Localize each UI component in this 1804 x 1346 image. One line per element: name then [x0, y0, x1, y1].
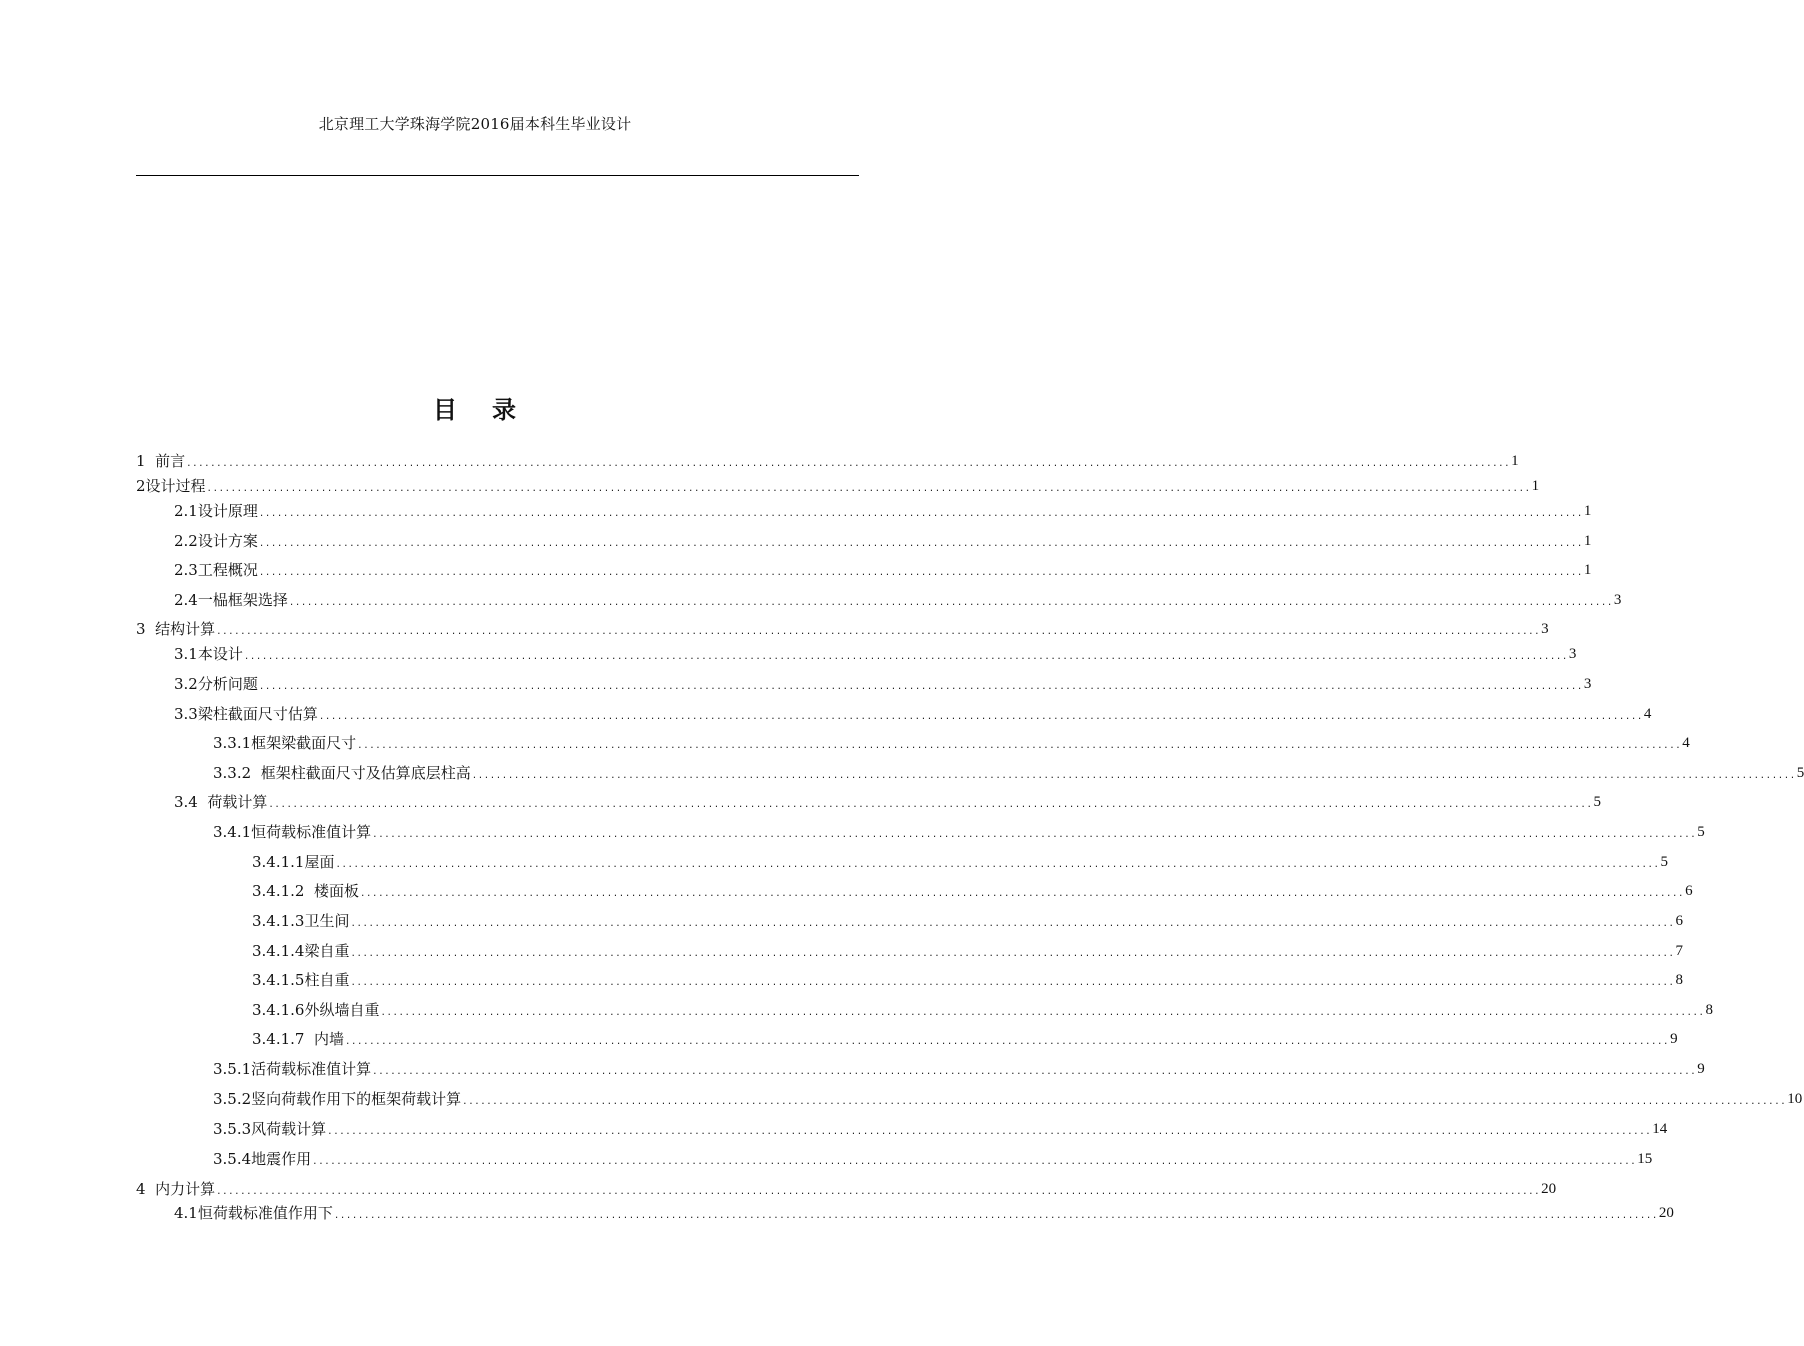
- toc-entry-label: 3.4.1.5柱自重: [252, 971, 350, 989]
- toc-entry-label: 2.3工程概况: [174, 561, 258, 579]
- toc-dot-leader: ............................................................................................................................................................................................................................: [206, 484, 1531, 494]
- toc-entry-page-number: 1: [1583, 533, 1592, 549]
- toc-entry-page-number: 7: [1675, 943, 1684, 959]
- toc-entry-page-number: 1: [1583, 562, 1592, 578]
- page-header: 北京理工大学珠海学院2016届本科生毕业设计: [318, 115, 632, 133]
- toc-entry-label: 3.2分析问题: [174, 675, 258, 693]
- toc-dot-leader: ............................................................................................................................................................................................................................: [186, 459, 1511, 469]
- toc-entry[interactable]: [136, 704, 1652, 724]
- toc-dot-leader: ............................................................................................................................................................................................................................: [216, 1187, 1541, 1197]
- toc-entry[interactable]: [136, 644, 1577, 664]
- toc-entry-label: 3.1本设计: [174, 645, 243, 663]
- toc-dot-leader: ............................................................................................................................................................................................................................: [288, 598, 1613, 608]
- toc-entry-page-number: 3: [1568, 646, 1577, 662]
- toc-dot-leader: ............................................................................................................................................................................................................................: [471, 771, 1796, 781]
- toc-entry[interactable]: [136, 476, 1540, 496]
- toc-entry-page-number: 10: [1787, 1091, 1803, 1107]
- toc-entry[interactable]: [136, 674, 1592, 694]
- toc-dot-leader: ............................................................................................................................................................................................................................: [350, 949, 1675, 959]
- toc-entry-page-number: 5: [1593, 794, 1601, 810]
- toc-entry-label: 3.5.3风荷载计算: [213, 1120, 327, 1138]
- toc-dot-leader: ............................................................................................................................................................................................................................: [357, 741, 1682, 751]
- toc-entry-label: 3.4.1.3卫生间: [252, 912, 350, 930]
- toc-entry[interactable]: [136, 911, 1684, 931]
- toc-entry-label: 2.1设计原理: [174, 502, 258, 520]
- toc-entry[interactable]: [136, 1029, 1678, 1049]
- toc-entry-label: 3.4.1.7 内墙: [252, 1030, 345, 1048]
- header-rule: [136, 175, 859, 176]
- toc-entry[interactable]: [136, 590, 1622, 610]
- toc-dot-leader: ............................................................................................................................................................................................................................: [327, 1127, 1652, 1137]
- toc-dot-leader: ............................................................................................................................................................................................................................: [333, 1211, 1658, 1221]
- toc-entry[interactable]: [136, 501, 1592, 521]
- toc-entry-label: 3.4.1.2 楼面板: [252, 882, 360, 900]
- toc-entry-page-number: 1: [1531, 478, 1540, 494]
- toc-dot-leader: ............................................................................................................................................................................................................................: [318, 712, 1643, 722]
- toc-entry-label: 3.3梁柱截面尺寸估算: [174, 705, 318, 723]
- toc-entry-page-number: 20: [1658, 1205, 1674, 1221]
- toc-entry-page-number: 1: [1583, 503, 1592, 519]
- toc-entry[interactable]: [136, 531, 1592, 551]
- toc-entry-label: 3.4.1.4梁自重: [252, 942, 350, 960]
- toc-dot-leader: ............................................................................................................................................................................................................................: [258, 568, 1583, 578]
- toc-entry[interactable]: [136, 1149, 1653, 1169]
- toc-dot-leader: ............................................................................................................................................................................................................................: [243, 652, 1568, 662]
- toc-entry-label: 3.4.1.1屋面: [252, 853, 335, 871]
- toc-dot-leader: ............................................................................................................................................................................................................................: [345, 1037, 1670, 1047]
- toc-title-left: 目: [433, 395, 458, 424]
- toc-dot-leader: ............................................................................................................................................................................................................................: [268, 800, 1593, 810]
- toc-entry-label: 3.4.1恒荷载标准值计算: [213, 823, 372, 841]
- toc-title-right: 录: [492, 395, 517, 424]
- toc-entry-page-number: 6: [1685, 883, 1693, 899]
- toc-entry-label: 4.1恒荷载标准值作用下: [174, 1204, 333, 1222]
- toc-entry-label: 2设计过程: [136, 477, 206, 495]
- toc-entry-page-number: 3: [1541, 621, 1549, 637]
- toc-entry-label: 3.3.1框架梁截面尺寸: [213, 734, 357, 752]
- toc-entry[interactable]: [136, 1203, 1674, 1223]
- toc-entry[interactable]: [136, 763, 1804, 783]
- toc-dot-leader: ............................................................................................................................................................................................................................: [360, 889, 1685, 899]
- toc-entry-label: 1 前言: [136, 452, 186, 470]
- toc-dot-leader: ............................................................................................................................................................................................................................: [372, 830, 1697, 840]
- toc-dot-leader: ............................................................................................................................................................................................................................: [350, 978, 1675, 988]
- toc-dot-leader: ............................................................................................................................................................................................................................: [312, 1157, 1637, 1167]
- toc-entry[interactable]: [136, 792, 1601, 812]
- toc-entry-page-number: 1: [1511, 453, 1519, 469]
- toc-dot-leader: ............................................................................................................................................................................................................................: [335, 860, 1660, 870]
- toc-entry-page-number: 9: [1670, 1031, 1678, 1047]
- toc-entry[interactable]: [136, 881, 1693, 901]
- toc-entry[interactable]: [136, 970, 1684, 990]
- toc-entry-page-number: 5: [1660, 854, 1669, 870]
- toc-dot-leader: ............................................................................................................................................................................................................................: [258, 539, 1583, 549]
- toc-entry-page-number: 8: [1675, 972, 1684, 988]
- toc-entry[interactable]: [136, 941, 1684, 961]
- toc-entry[interactable]: [136, 822, 1705, 842]
- toc-entry[interactable]: [136, 1059, 1705, 1079]
- toc-entry[interactable]: [136, 1179, 1557, 1199]
- toc-dot-leader: ............................................................................................................................................................................................................................: [258, 509, 1583, 519]
- toc-entry[interactable]: [136, 1089, 1803, 1109]
- toc-entry-label: 4 内力计算: [136, 1180, 216, 1198]
- toc-dot-leader: ............................................................................................................................................................................................................................: [216, 627, 1541, 637]
- toc-entry-page-number: 15: [1637, 1151, 1653, 1167]
- toc-dot-leader: ............................................................................................................................................................................................................................: [258, 682, 1583, 692]
- toc-entry[interactable]: [136, 852, 1669, 872]
- toc-entry[interactable]: [136, 560, 1592, 580]
- toc-entry-label: 3 结构计算: [136, 620, 216, 638]
- toc-entry-page-number: 5: [1796, 765, 1804, 781]
- toc-entry-label: 3.4.1.6外纵墙自重: [252, 1001, 380, 1019]
- toc-entry-page-number: 9: [1697, 1061, 1705, 1077]
- toc-entry-page-number: 3: [1613, 592, 1622, 608]
- toc-entry-label: 3.3.2 框架柱截面尺寸及估算底层柱高: [213, 764, 471, 782]
- toc-entry-page-number: 8: [1705, 1002, 1714, 1018]
- toc-entry[interactable]: [136, 1000, 1714, 1020]
- toc-title: [0, 390, 950, 425]
- toc-entry[interactable]: [136, 733, 1690, 753]
- toc-entry[interactable]: [136, 451, 1519, 471]
- toc-entry[interactable]: [136, 619, 1549, 639]
- toc-entry[interactable]: [136, 1119, 1668, 1139]
- toc-entry-page-number: 20: [1541, 1181, 1557, 1197]
- toc-entry-page-number: 14: [1652, 1121, 1668, 1137]
- toc-dot-leader: ............................................................................................................................................................................................................................: [372, 1067, 1697, 1077]
- toc-entry-page-number: 4: [1643, 706, 1652, 722]
- toc-entry-label: 3.5.2竖向荷载作用下的框架荷载计算: [213, 1090, 462, 1108]
- toc-entry-label: 2.2设计方案: [174, 532, 258, 550]
- toc-dot-leader: ............................................................................................................................................................................................................................: [350, 919, 1675, 929]
- toc-entry-label: 3.4 荷载计算: [174, 793, 268, 811]
- toc-entry-page-number: 5: [1697, 824, 1705, 840]
- toc-entry-label: 3.5.1活荷载标准值计算: [213, 1060, 372, 1078]
- toc-entry-label: 3.5.4地震作用: [213, 1150, 312, 1168]
- toc-entry-page-number: 4: [1682, 735, 1690, 751]
- toc-entry-label: 2.4一榀框架选择: [174, 591, 288, 609]
- toc-entry-page-number: 3: [1583, 676, 1592, 692]
- toc-dot-leader: ............................................................................................................................................................................................................................: [380, 1008, 1705, 1018]
- toc-entry-page-number: 6: [1675, 913, 1684, 929]
- toc-dot-leader: ............................................................................................................................................................................................................................: [462, 1097, 1787, 1107]
